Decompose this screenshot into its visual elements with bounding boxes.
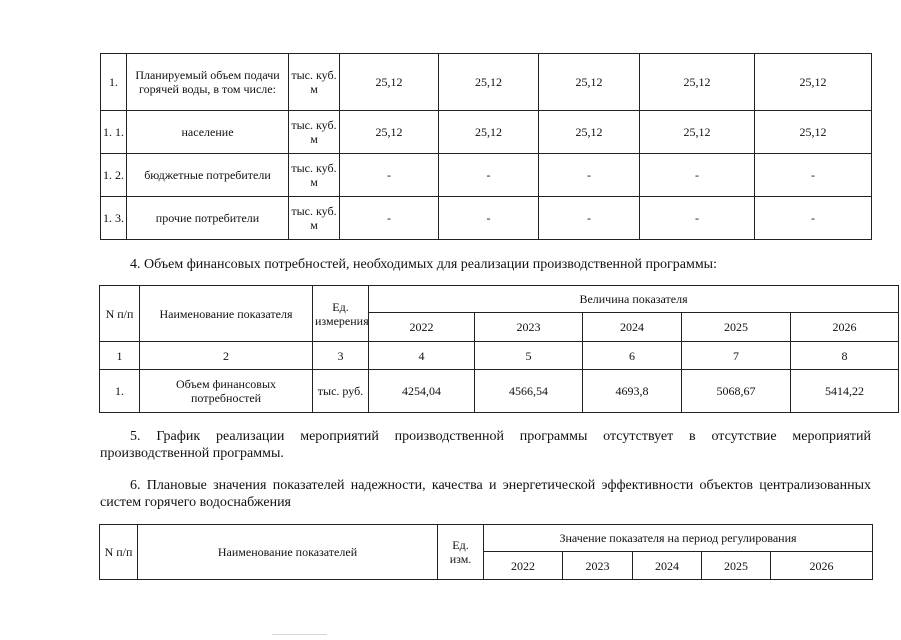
year-header: 2022: [369, 313, 475, 342]
value-cell: 25,12: [539, 111, 640, 154]
indicator-name: прочие потребители: [127, 197, 289, 240]
year-header: 2024: [583, 313, 682, 342]
value-cell: -: [640, 154, 755, 197]
row-number: 1.: [101, 54, 127, 111]
indicator-name: бюджетные потребители: [127, 154, 289, 197]
table-row: [101, 54, 872, 111]
header-row: [100, 286, 899, 313]
section-5-paragraph: [100, 428, 871, 462]
unit-cell: тыс. куб. м: [289, 154, 340, 197]
value-cell: 25,12: [439, 54, 539, 111]
value-cell: 25,12: [340, 111, 439, 154]
value-cell: 25,12: [755, 111, 872, 154]
index-cell: 7: [682, 342, 791, 370]
year-header: 2023: [475, 313, 583, 342]
table-row: [101, 154, 872, 197]
section-6-paragraph: [100, 477, 871, 511]
value-cell: 25,12: [640, 54, 755, 111]
section-5-text: 5. График реализации мероприятий производственной программы отсутствует в отсутствие мероприятий производственной программы.: [100, 429, 871, 461]
value-cell: -: [340, 197, 439, 240]
index-cell: 2: [140, 342, 313, 370]
col-header-value: Величина показателя: [369, 286, 899, 313]
value-cell: -: [439, 197, 539, 240]
row-number: 1. 3.: [101, 197, 127, 240]
value-cell: -: [439, 154, 539, 197]
col-header-name: Наименование показателей: [138, 525, 438, 580]
table-row: [101, 197, 872, 240]
index-cell: 6: [583, 342, 682, 370]
index-cell: 5: [475, 342, 583, 370]
indicator-name: население: [127, 111, 289, 154]
value-cell: 25,12: [640, 111, 755, 154]
header-row: [100, 525, 873, 552]
reliability-indicators-table: [99, 524, 873, 580]
value-cell: 25,12: [439, 111, 539, 154]
row-number: 1. 1.: [101, 111, 127, 154]
col-header-num: N п/п: [100, 286, 140, 342]
value-cell: -: [755, 154, 872, 197]
row-number: 1.: [100, 370, 140, 413]
value-cell: -: [539, 154, 640, 197]
unit-cell: тыс. руб.: [313, 370, 369, 413]
year-header: 2024: [633, 552, 702, 580]
value-cell: 25,12: [755, 54, 872, 111]
year-header: 2026: [791, 313, 899, 342]
year-header: 2025: [702, 552, 771, 580]
col-header-value: Значение показателя на период регулирования: [484, 525, 873, 552]
value-cell: 25,12: [539, 54, 640, 111]
unit-cell: тыс. куб. м: [289, 54, 340, 111]
col-header-num: N п/п: [100, 525, 138, 580]
scan-artifact-line: [272, 634, 327, 635]
index-cell: 1: [100, 342, 140, 370]
section-6-text: 6. Плановые значения показателей надежности, качества и энергетической эффективности объектов централизованных систем горячего водоснабжения: [100, 478, 871, 510]
value-cell: -: [539, 197, 640, 240]
section-4-heading: 4. Объем финансовых потребностей, необходимых для реализации производственной программы:: [130, 257, 717, 272]
production-volume-table: [100, 53, 872, 240]
index-cell: 8: [791, 342, 899, 370]
index-cell: 3: [313, 342, 369, 370]
col-header-unit: Ед. измерения: [313, 286, 369, 342]
col-header-unit: Ед. изм.: [438, 525, 484, 580]
value-cell: -: [640, 197, 755, 240]
value-cell: 5068,67: [682, 370, 791, 413]
value-cell: 4254,04: [369, 370, 475, 413]
value-cell: 25,12: [340, 54, 439, 111]
value-cell: -: [755, 197, 872, 240]
financial-needs-table: [99, 285, 899, 413]
value-cell: 4693,8: [583, 370, 682, 413]
index-cell: 4: [369, 342, 475, 370]
value-cell: 4566,54: [475, 370, 583, 413]
year-header: 2022: [484, 552, 563, 580]
value-cell: 5414,22: [791, 370, 899, 413]
table-row: [101, 111, 872, 154]
indicator-name: Планируемый объем подачи горячей воды, в том числе:: [127, 54, 289, 111]
year-header: 2023: [563, 552, 633, 580]
row-number: 1. 2.: [101, 154, 127, 197]
unit-cell: тыс. куб. м: [289, 197, 340, 240]
value-cell: -: [340, 154, 439, 197]
indicator-name: Объем финансовых потребностей: [140, 370, 313, 413]
unit-cell: тыс. куб. м: [289, 111, 340, 154]
year-header: 2026: [771, 552, 873, 580]
year-header: 2025: [682, 313, 791, 342]
table-row: [100, 370, 899, 413]
index-row: [100, 342, 899, 370]
col-header-name: Наименование показателя: [140, 286, 313, 342]
